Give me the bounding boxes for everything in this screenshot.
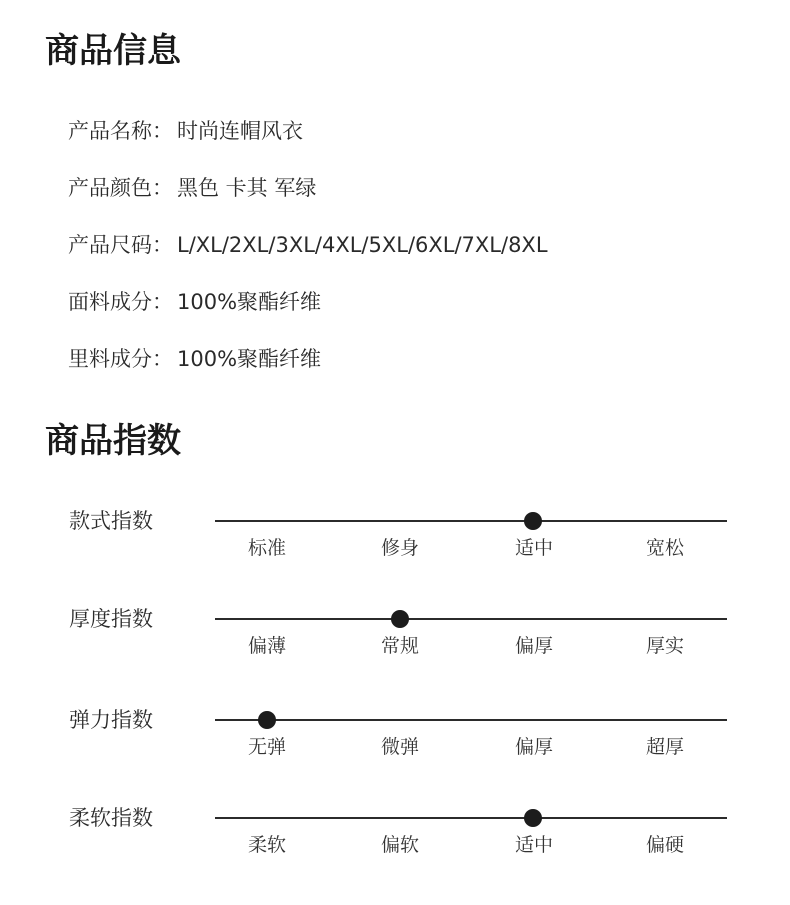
info-row-fabric — [68, 286, 321, 318]
scale-track — [215, 719, 727, 721]
info-row-size — [68, 229, 548, 261]
scale-option: 偏厚 — [514, 635, 553, 657]
elasticity-index-scale — [0, 708, 790, 780]
scale-label: 弹力指数 — [69, 708, 153, 732]
info-label: 产品尺码： — [68, 233, 173, 257]
scale-option: 宽松 — [645, 537, 684, 559]
scale-track — [215, 618, 727, 620]
info-label: 面料成分： — [68, 290, 173, 314]
info-value: L/XL/2XL/3XL/4XL/5XL/6XL/7XL/8XL — [177, 233, 548, 257]
scale-track — [215, 817, 727, 819]
scale-label: 款式指数 — [69, 509, 153, 533]
scale-marker — [524, 512, 542, 530]
scale-track — [215, 520, 727, 522]
scale-option: 偏硬 — [645, 834, 684, 856]
info-label: 里料成分： — [68, 347, 173, 371]
scale-option: 偏软 — [380, 834, 419, 856]
info-row-lining — [68, 343, 321, 375]
style-index-scale — [0, 509, 790, 581]
scale-option: 偏薄 — [247, 635, 286, 657]
scale-option: 偏厚 — [514, 736, 553, 758]
info-label: 产品名称： — [68, 119, 173, 143]
scale-option: 标准 — [247, 537, 286, 559]
scale-label: 厚度指数 — [69, 607, 153, 631]
info-value: 100%聚酯纤维 — [177, 290, 322, 314]
scale-option: 适中 — [514, 834, 553, 856]
scale-option: 适中 — [514, 537, 553, 559]
scale-marker — [258, 711, 276, 729]
scale-label: 柔软指数 — [69, 806, 153, 830]
scale-option: 无弹 — [247, 736, 286, 758]
info-value: 时尚连帽风衣 — [177, 119, 303, 143]
scale-option: 柔软 — [247, 834, 286, 856]
scale-option: 微弹 — [380, 736, 419, 758]
product-info-title: 商品信息 — [45, 31, 181, 71]
info-value: 100%聚酯纤维 — [177, 347, 322, 371]
scale-marker — [391, 610, 409, 628]
softness-index-scale — [0, 806, 790, 878]
scale-marker — [524, 809, 542, 827]
thickness-index-scale — [0, 607, 790, 679]
info-row-name — [68, 115, 303, 147]
info-value: 黑色 卡其 军绿 — [177, 176, 317, 200]
scale-option: 常规 — [380, 635, 419, 657]
scale-option: 超厚 — [645, 736, 684, 758]
product-index-title: 商品指数 — [45, 421, 181, 461]
scale-option: 修身 — [380, 537, 419, 559]
info-row-color — [68, 172, 316, 204]
info-label: 产品颜色： — [68, 176, 173, 200]
scale-option: 厚实 — [645, 635, 684, 657]
